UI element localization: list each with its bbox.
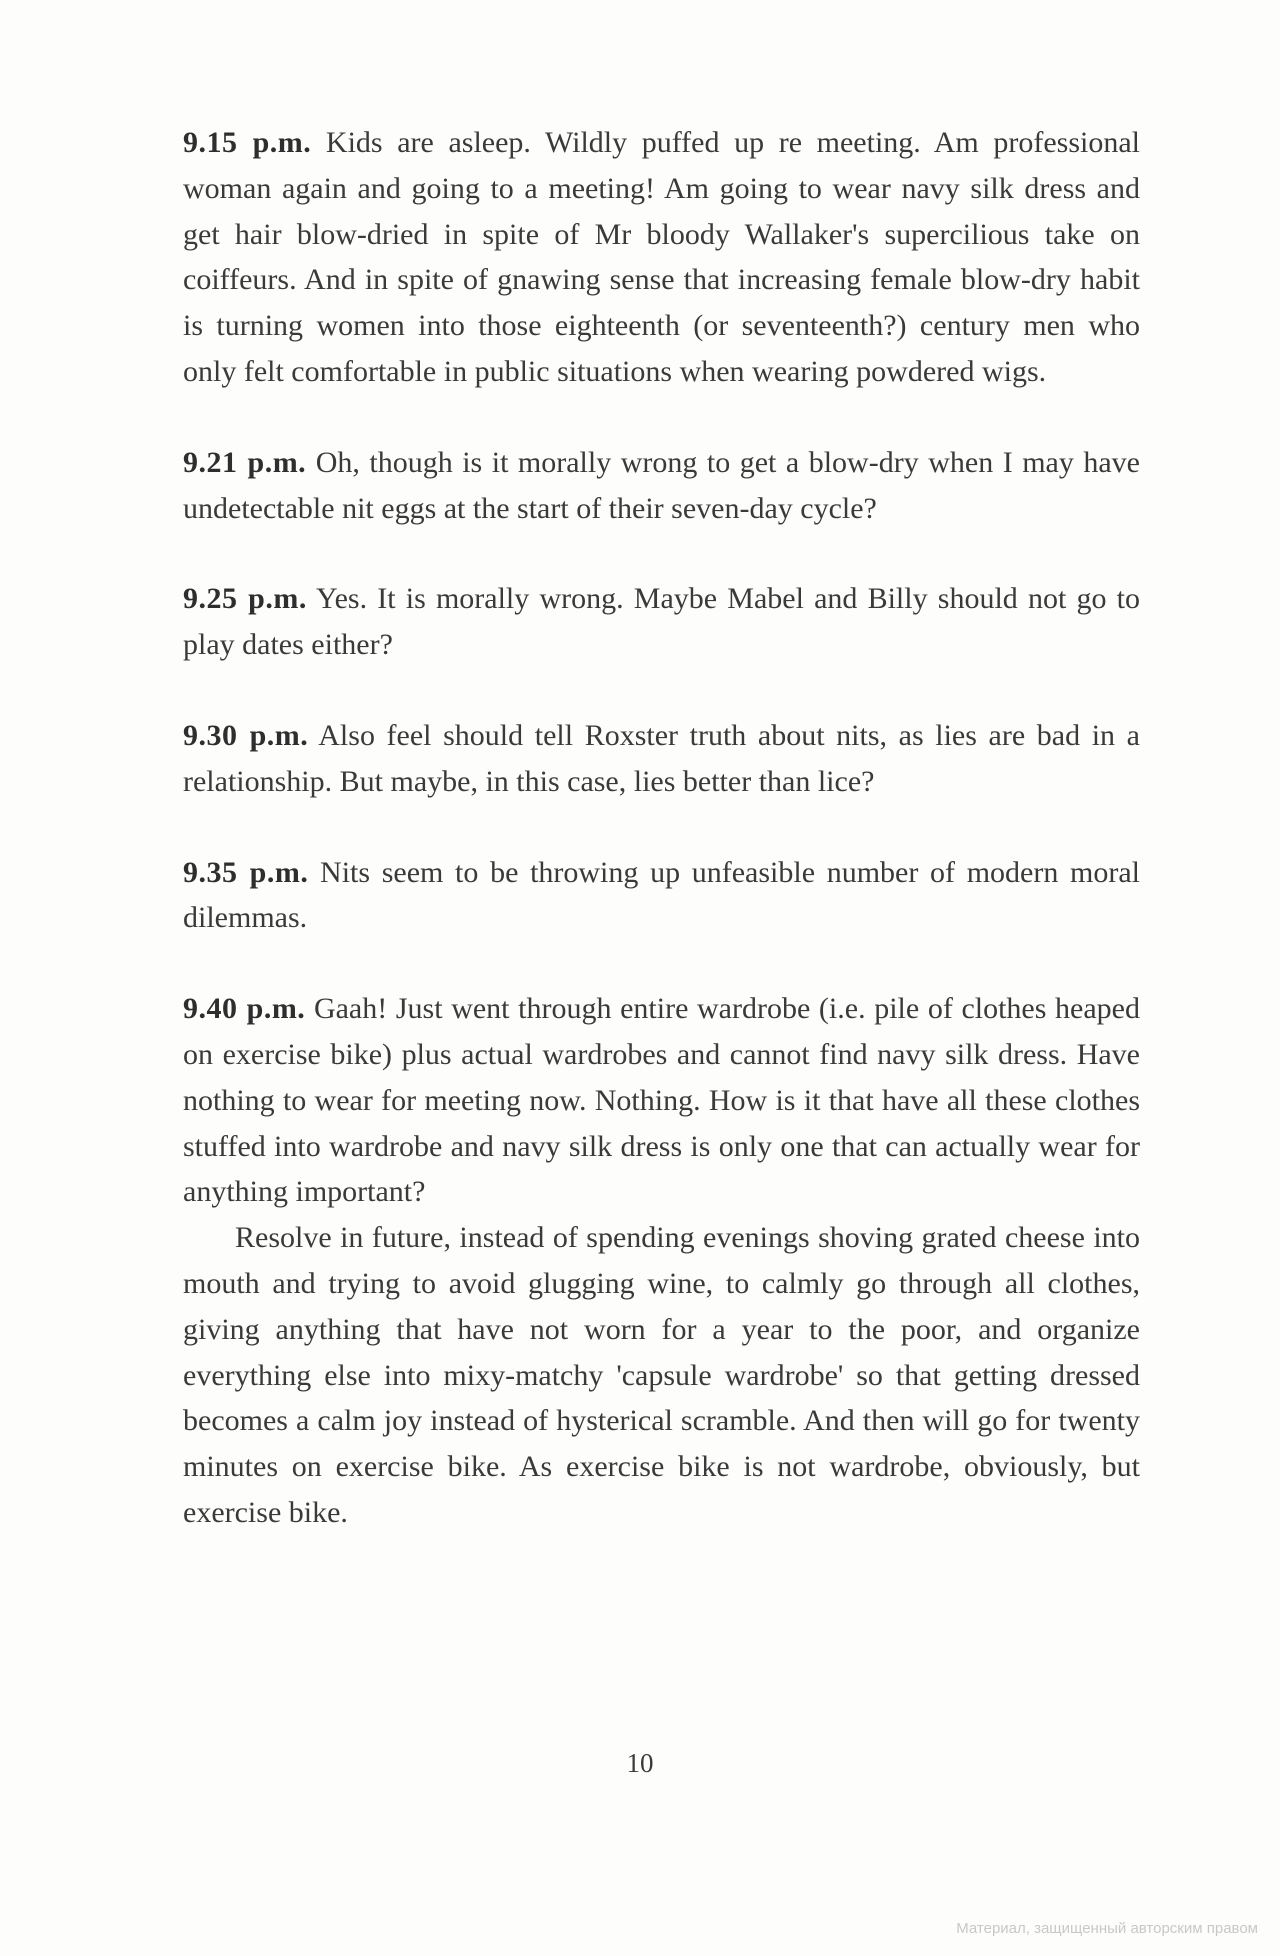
diary-entry bbox=[183, 120, 1140, 395]
entry-time: 9.21 p.m. bbox=[183, 445, 307, 479]
entry-text: Yes. It is morally wrong. Maybe Mabel and Billy should not go to play dates either? bbox=[183, 582, 1140, 662]
diary-entry bbox=[183, 440, 1140, 532]
diary-entry bbox=[183, 850, 1140, 942]
entry-text: Also feel should tell Roxster truth about nits, as lies are bad in a relationship. But maybe, in this case, lies better than lice? bbox=[183, 718, 1140, 798]
diary-entry bbox=[183, 986, 1140, 1536]
entry-time: 9.35 p.m. bbox=[183, 855, 309, 889]
entry-paragraph bbox=[183, 713, 1140, 805]
copyright-watermark: Материал, защищенный авторским правом bbox=[956, 1920, 1258, 1937]
entry-paragraph bbox=[183, 986, 1140, 1215]
entry-text: Gaah! Just went through entire wardrobe (i.e. pile of clothes heaped on exercise bike) plus actual wardrobes and cannot find navy silk dress. Have nothing to wear for meeting now. Nothing. How is it that have all these clothes stuffed into wardrobe and navy silk dress is only one that can actually wear for anything important? bbox=[183, 992, 1140, 1209]
entry-text: Nits seem to be throwing up unfeasible number of modern moral dilemmas. bbox=[183, 855, 1140, 935]
entry-paragraph bbox=[183, 440, 1140, 532]
entry-text: Kids are asleep. Wildly puffed up re meeting. Am professional woman again and going to a meeting! Am going to wear navy silk dress and get hair blow-dried in spite of Mr bloody Wallaker's supercilious take on coiffeurs. And in spite of gnawing sense that increasing female blow-dry habit is turning women into those eighteenth (or seventeenth?) century men who only felt comfortable in public situations when wearing powdered wigs. bbox=[183, 126, 1140, 388]
entry-paragraph bbox=[183, 850, 1140, 942]
entry-continuation-paragraph: Resolve in future, instead of spending evenings shoving grated cheese into mouth and trying to avoid glugging wine, to calmly go through all clothes, giving anything that have not worn for a year to the poor, and organize everything else into mixy-matchy 'capsule wardrobe' so that getting dressed becomes a calm joy instead of hysterical scramble. And then will go for twenty minutes on exercise bike. As exercise bike is not wardrobe, obviously, but exercise bike. bbox=[183, 1221, 1140, 1529]
page-body bbox=[183, 120, 1140, 1581]
page-number: 10 bbox=[626, 1748, 654, 1778]
entry-time: 9.15 p.m. bbox=[183, 126, 312, 159]
diary-entry bbox=[183, 576, 1140, 668]
diary-entry bbox=[183, 713, 1140, 805]
entry-time: 9.30 p.m. bbox=[183, 718, 309, 752]
entry-paragraph bbox=[183, 120, 1140, 395]
entry-paragraph bbox=[183, 576, 1140, 668]
entry-time: 9.40 p.m. bbox=[183, 992, 306, 1026]
entry-text: Oh, though is it morally wrong to get a blow-dry when I may have undetectable nit eggs at the start of their seven-day cycle? bbox=[183, 445, 1140, 525]
entry-time: 9.25 p.m. bbox=[183, 582, 307, 616]
